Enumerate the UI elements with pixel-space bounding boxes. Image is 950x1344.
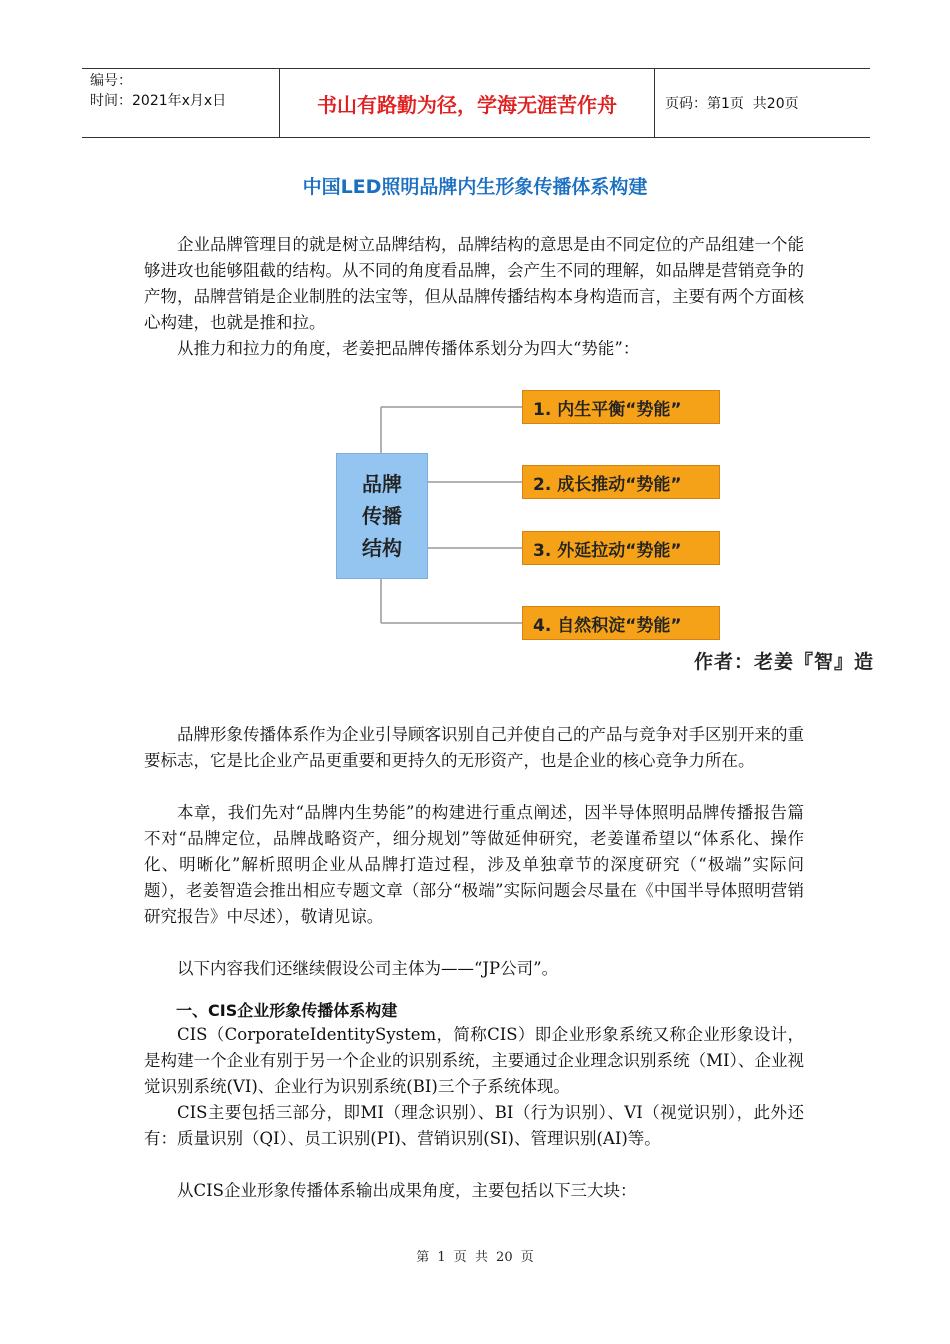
body-paragraph-6: CIS（CorporateIdentitySystem，简称CIS）即企业形象系统又称企业形象设计，是构建一个企业有别于另一个企业的识别系统，主要通过企业理念识别系统（MI）、企业视觉识别系统(VI)、企业行为识别系统(BI)三个子系统体现。 <box>144 1025 804 1096</box>
page-footer: 第 1 页 共 20 页 <box>416 1250 534 1265</box>
time-label: 时间：2021年x月x日 <box>90 93 227 109</box>
momentum-item-2: 2. 成长推动“势能” <box>522 465 720 499</box>
document-title: 中国LED照明品牌内生形象传播体系构建 <box>302 176 648 198</box>
body-paragraph-7: CIS主要包括三部分，即MI（理念识别）、BI（行为识别）、VI（视觉识别），此外还有：质量识别（QI）、员工识别(PI)、营销识别(SI)、管理识别(AI)等。 <box>144 1103 804 1148</box>
header-left-cell <box>82 69 280 137</box>
momentum-item-4: 4. 自然积淀“势能” <box>522 606 720 640</box>
body-paragraph-3: 品牌形象传播体系作为企业引导顾客识别自己并使自己的产品与竞争对手区别开来的重要标志，它是比企业产品更重要和更持久的无形资产，也是企业的核心竞争力所在。 <box>144 725 804 770</box>
brand-structure-box <box>336 453 428 579</box>
brand-structure-diagram <box>334 385 874 680</box>
number-label: 编号： <box>90 73 132 89</box>
motto: 书山有路勤为径，学海无涯苦作舟 <box>280 69 655 137</box>
diagram-author: 作者：老姜『智』造 <box>693 651 874 673</box>
page-info: 页码：第1页 共20页 <box>665 96 799 112</box>
momentum-item-1: 1. 内生平衡“势能” <box>522 390 720 424</box>
center-line-3: 结构 <box>362 536 402 560</box>
center-line-2: 传播 <box>362 504 402 528</box>
section-heading-1: 一、CIS企业形象传播体系构建 <box>176 1001 398 1020</box>
header-table <box>82 68 870 138</box>
page-info-cell <box>655 69 870 137</box>
momentum-item-3: 3. 外延拉动“势能” <box>522 531 720 565</box>
body-paragraph-5: 以下内容我们还继续假设公司主体为——“JP公司”。 <box>177 959 559 978</box>
intro-paragraph-2: 从推力和拉力的角度，老姜把品牌传播体系划分为四大“势能”： <box>177 339 640 358</box>
body-paragraph-4: 本章，我们先对“品牌内生势能”的构建进行重点阐述，因半导体照明品牌传播报告篇不对“品牌定位，品牌战略资产，细分规划”等做延伸研究，老姜谨希望以“体系化、操作化、明晰化”解析照明企业从品牌打造过程，涉及单独章节的深度研究（“极端”实际问题），老姜智造会推出相应专题文章（部分“极端”实际问题会尽量在《中国半导体照明营销研究报告》中尽述），敬请见谅。 <box>144 803 804 926</box>
intro-paragraph-1: 企业品牌管理目的就是树立品牌结构，品牌结构的意思是由不同定位的产品组建一个能够进攻也能够阻截的结构。从不同的角度看品牌，会产生不同的理解，如品牌是营销竞争的产物，品牌营销是企业制胜的法宝等，但从品牌传播结构本身构造而言，主要有两个方面核心构建，也就是推和拉。 <box>144 235 804 332</box>
body-paragraph-8: 从CIS企业形象传播体系输出成果角度，主要包括以下三大块： <box>177 1181 637 1200</box>
center-line-1: 品牌 <box>362 472 402 496</box>
